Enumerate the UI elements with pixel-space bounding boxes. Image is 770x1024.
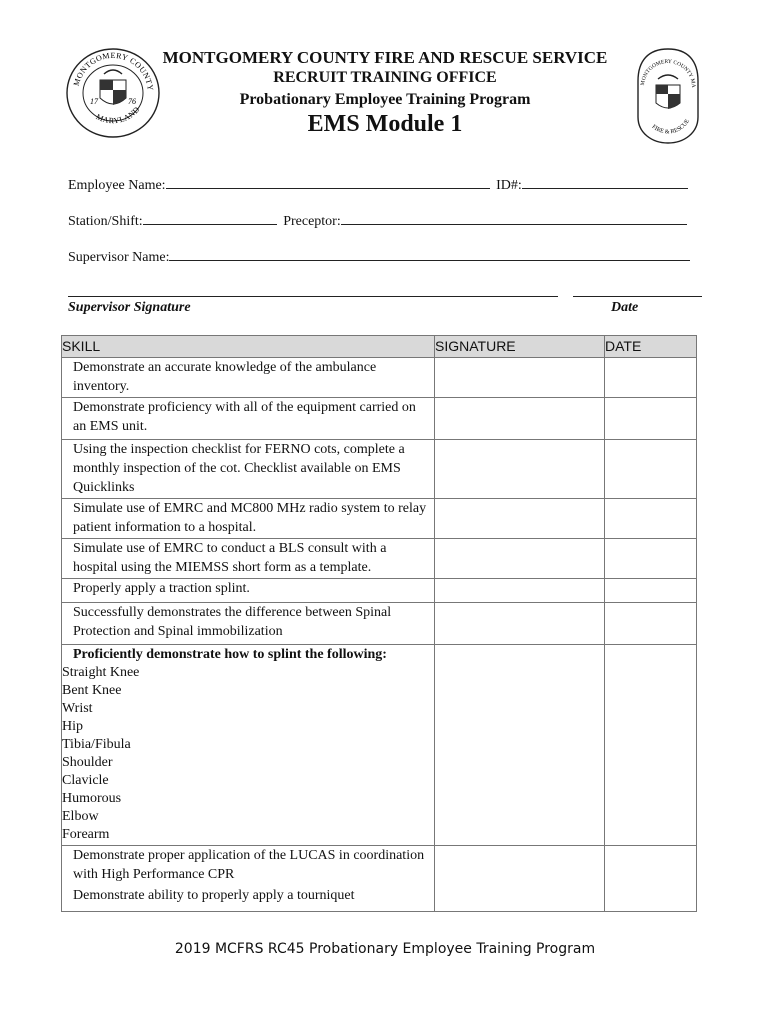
table-row (62, 539, 697, 579)
office-name: RECRUIT TRAINING OFFICE (273, 69, 497, 86)
list-item: Wrist (62, 701, 93, 716)
date-cell[interactable] (605, 358, 697, 398)
list-item: Tibia/Fibula (62, 737, 131, 752)
date-cell[interactable] (605, 440, 697, 499)
preceptor-label: Preceptor: (283, 214, 341, 229)
signature-cell[interactable] (435, 846, 605, 912)
col-header-signature: SIGNATURE (435, 336, 605, 358)
date-line[interactable] (573, 296, 702, 297)
list-item: Shoulder (62, 755, 113, 770)
station-shift-label: Station/Shift: (68, 214, 143, 229)
table-row (62, 398, 697, 440)
date-label: Date (611, 300, 639, 315)
lucas-text: Demonstrate proper application of the LUCAS in coordination with High Performance CPR (73, 848, 425, 882)
skills-table (61, 335, 697, 912)
page-footer: 2019 MCFRS RC45 Probationary Employee Training Program (174, 941, 596, 957)
supervisor-name-line[interactable] (169, 248, 690, 261)
list-item: Humorous (62, 791, 122, 806)
table-row (62, 358, 697, 398)
program-name: Probationary Employee Training Program (239, 91, 531, 108)
skill-cell: Demonstrate an accurate knowledge of the ambulance inventory. (62, 358, 435, 398)
list-item: Clavicle (62, 773, 109, 788)
date-cell[interactable] (605, 603, 697, 645)
signature-cell[interactable] (435, 440, 605, 499)
list-item: Forearm (62, 827, 110, 842)
date-cell[interactable] (605, 579, 697, 603)
skill-cell (62, 846, 435, 912)
signature-cell[interactable] (435, 539, 605, 579)
svg-text:MONTGOMERY COUNTY MARYLAND (636, 47, 696, 88)
skill-cell: Using the inspection checklist for FERNO cots, complete a monthly inspection of the cot. Checklist available on EMS Quicklinks (62, 440, 435, 499)
signature-cell[interactable] (435, 358, 605, 398)
table-row (62, 499, 697, 539)
id-line[interactable] (522, 176, 688, 189)
seal-left-bottom-text: MARYLAND (94, 104, 142, 126)
employee-name-line[interactable] (166, 176, 490, 189)
col-header-skill: SKILL (62, 336, 435, 358)
skill-cell: Simulate use of EMRC and MC800 MHz radio system to relay patient information to a hospital. (62, 499, 435, 539)
skill-cell: Properly apply a traction splint. (62, 579, 435, 603)
table-row (62, 846, 697, 912)
page-title: EMS Module 1 (307, 111, 463, 137)
supervisor-name-label: Supervisor Name: (68, 250, 170, 265)
seal-year-left: 17 (90, 97, 98, 106)
station-shift-line[interactable] (143, 212, 277, 225)
signature-cell[interactable] (435, 499, 605, 539)
date-cell[interactable] (605, 846, 697, 912)
employee-name-field[interactable] (68, 176, 688, 194)
seal-year-right: 76 (128, 97, 136, 106)
preceptor-line[interactable] (341, 212, 687, 225)
svg-text:FIRE & RESCUE (650, 118, 691, 135)
table-row (62, 440, 697, 499)
skill-cell: Simulate use of EMRC to conduct a BLS consult with a hospital using the MIEMSS short form as a template. (62, 539, 435, 579)
supervisor-signature-line[interactable] (68, 296, 558, 297)
table-row (62, 579, 697, 603)
skill-cell: Successfully demonstrates the difference between Spinal Protection and Spinal immobilization (62, 603, 435, 645)
date-cell[interactable] (605, 398, 697, 440)
employee-name-label: Employee Name: (68, 178, 166, 193)
signature-cell[interactable] (435, 603, 605, 645)
list-item: Straight Knee (62, 665, 140, 680)
county-seal-logo (64, 46, 162, 140)
date-cell[interactable] (605, 539, 697, 579)
id-label: ID#: (496, 178, 522, 193)
tourniquet-text: Demonstrate ability to properly apply a tourniquet (73, 888, 355, 903)
list-item: Bent Knee (62, 683, 122, 698)
skill-cell: Demonstrate proficiency with all of the equipment carried on an EMS unit. (62, 398, 435, 440)
signature-cell[interactable] (435, 398, 605, 440)
seal-right-top-text: MONTGOMERY COUNTY MA (639, 58, 697, 88)
station-shift-field[interactable] (68, 212, 687, 230)
date-cell[interactable] (605, 645, 697, 846)
table-row (62, 603, 697, 645)
table-row (62, 645, 697, 846)
signature-cell[interactable] (435, 645, 605, 846)
seal-left-top-text: MONTGOMERY COUNTY (71, 50, 156, 92)
date-cell[interactable] (605, 499, 697, 539)
svg-text:MARYLAND (95, 105, 142, 126)
supervisor-signature-label: Supervisor Signature (68, 300, 191, 315)
supervisor-name-field[interactable] (68, 248, 690, 266)
org-name: MONTGOMERY COUNTY FIRE AND RESCUE SERVICE (162, 48, 608, 67)
col-header-date: DATE (605, 336, 697, 358)
signature-cell[interactable] (435, 579, 605, 603)
list-item: Elbow (62, 809, 99, 824)
fire-rescue-badge-logo (636, 47, 700, 145)
skill-cell (62, 645, 435, 846)
seal-right-bottom-text: FIRE & RESCUE (650, 118, 692, 136)
list-item: Hip (62, 719, 83, 734)
table-header-row (62, 336, 697, 358)
splint-heading: Proficiently demonstrate how to splint the following: (73, 647, 387, 662)
